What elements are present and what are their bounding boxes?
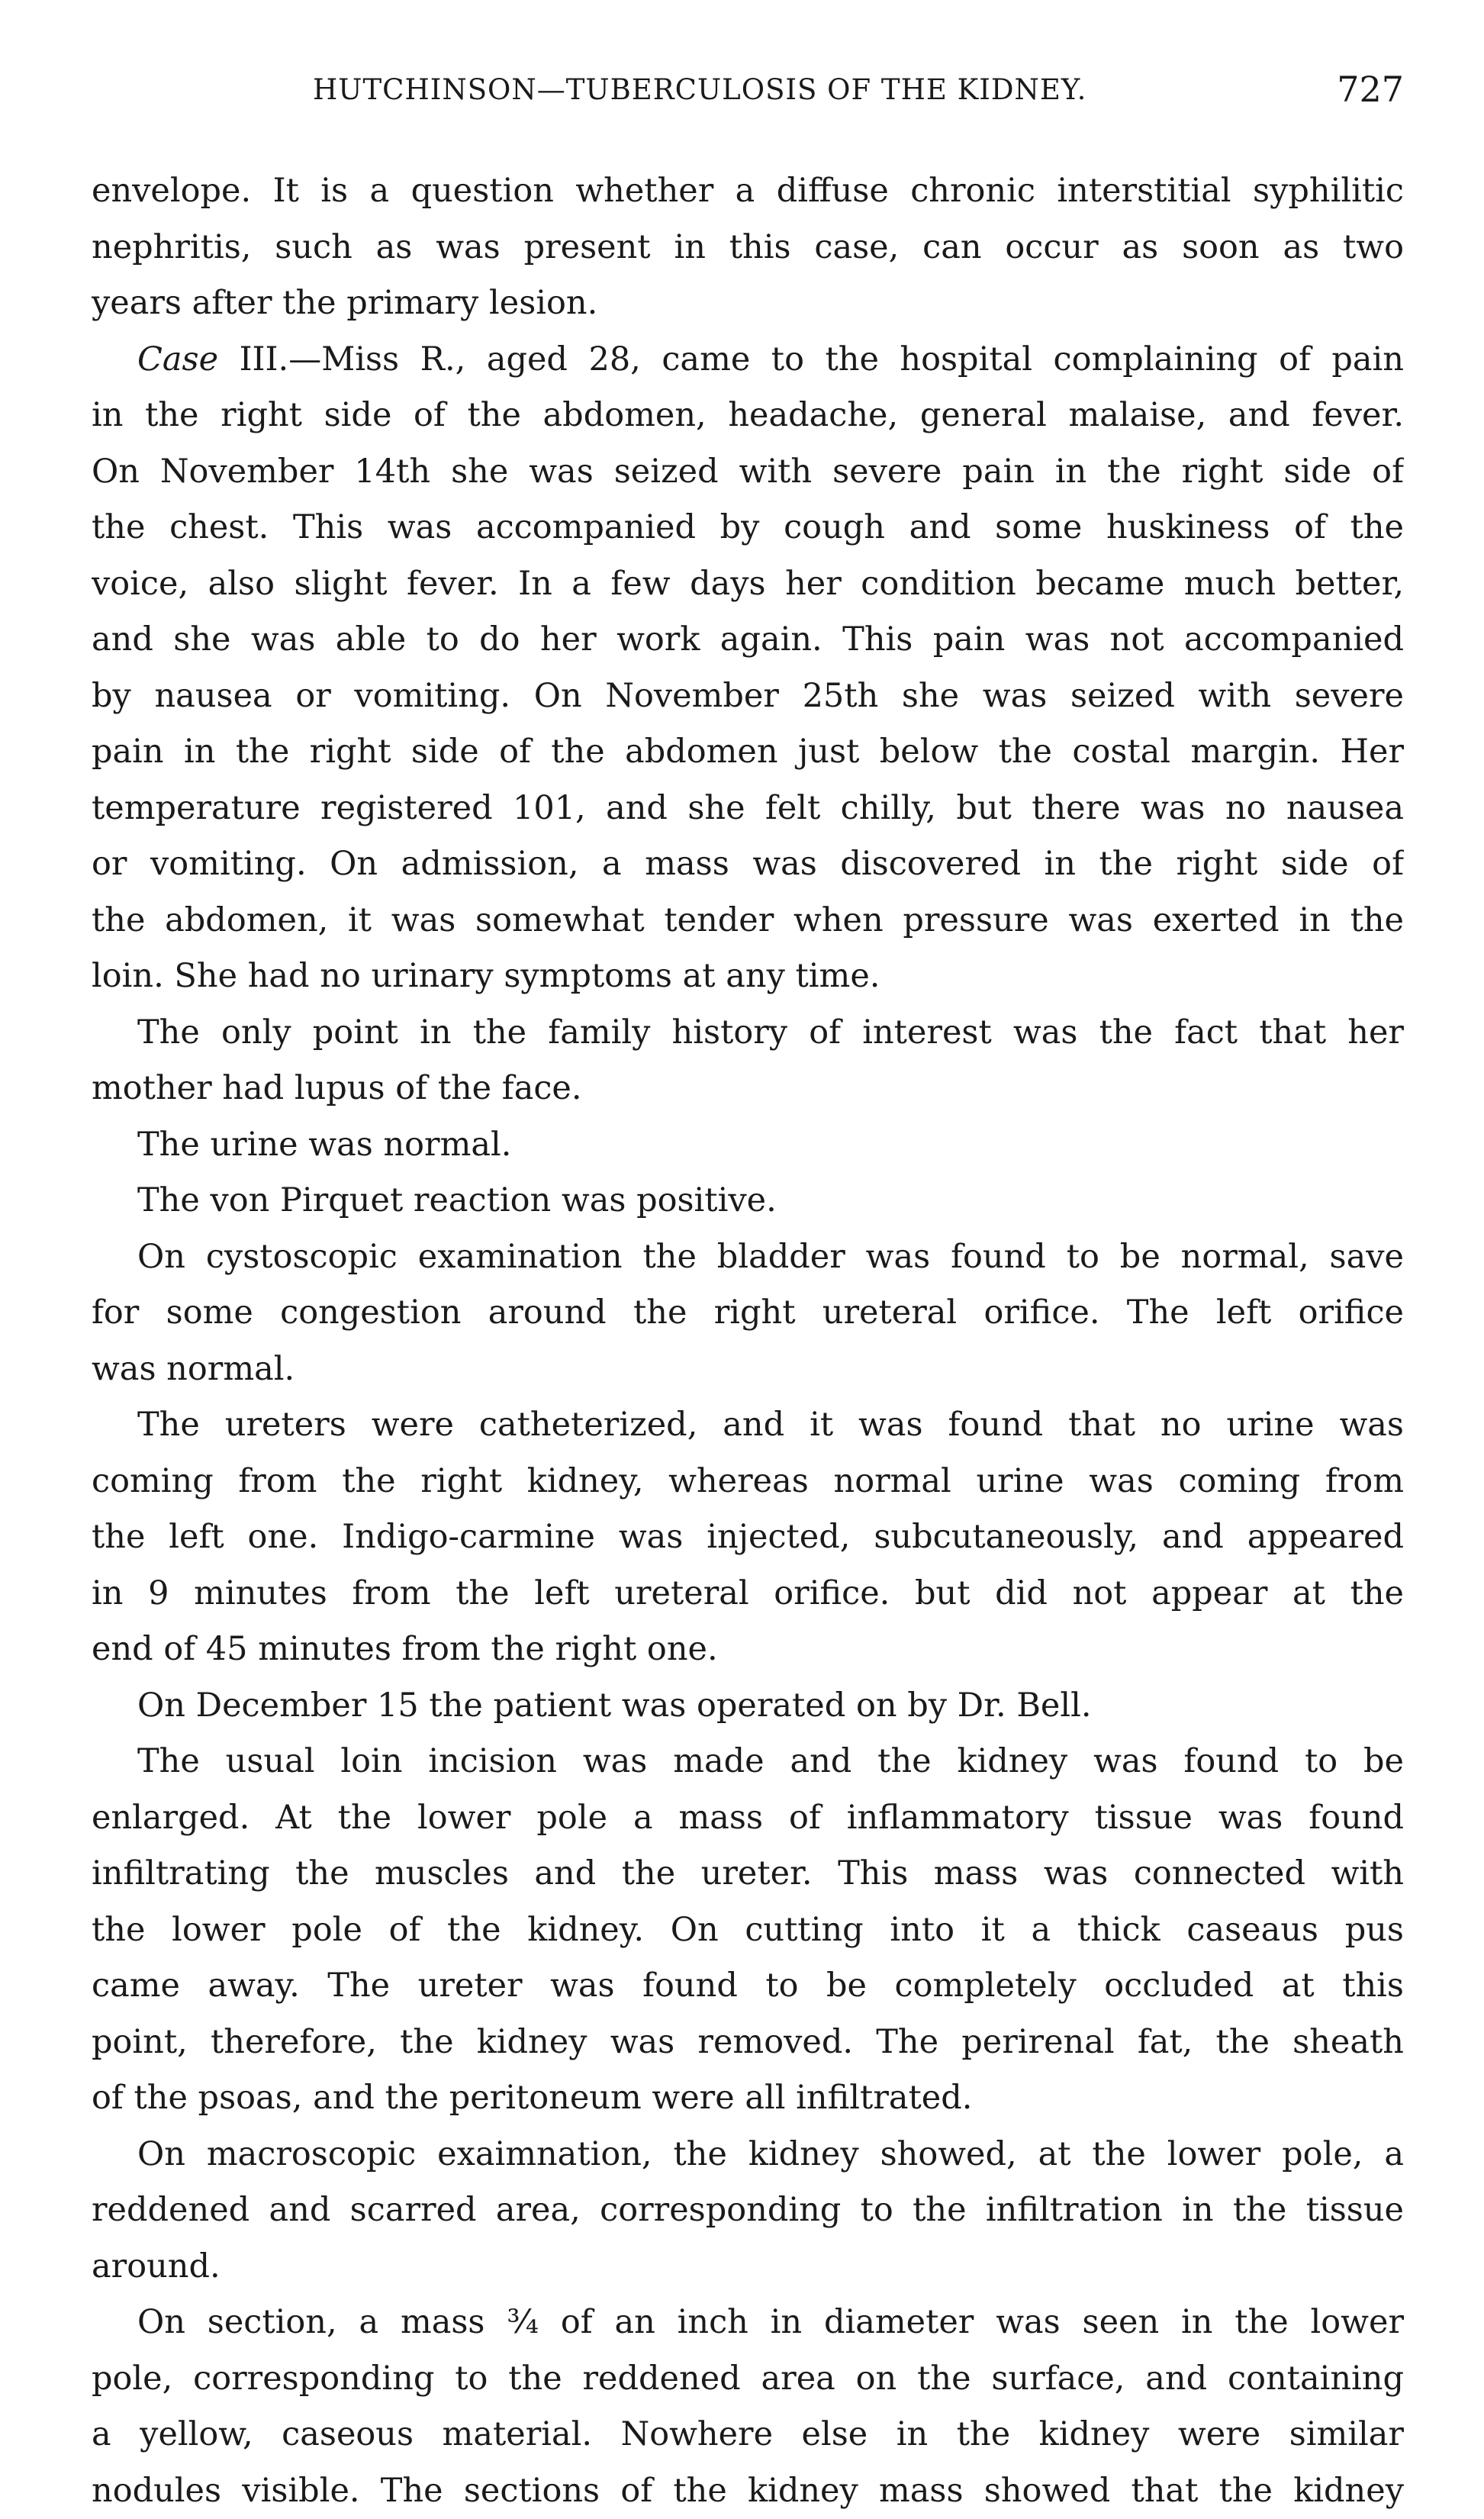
text-line	[92, 724, 1404, 781]
text-line-content: in the right side of the abdomen, headache, general malaise, and fever.	[92, 396, 1404, 434]
body-text	[92, 163, 1404, 2519]
text-line	[92, 893, 1404, 949]
text-line	[92, 1509, 1404, 1566]
text-line	[92, 163, 1404, 220]
text-line	[92, 1342, 1404, 1398]
text-line-content: On cystoscopic examination the bladder was found to be normal, save	[137, 1238, 1404, 1276]
text-line-content: temperature registered 101, and she felt chilly, but there was no nausea	[92, 789, 1404, 827]
page-header	[92, 73, 1404, 119]
text-line-content: years after the primary lesion.	[92, 284, 597, 322]
text-line	[92, 1229, 1404, 1286]
text-line-content: the abdomen, it was somewhat tender when pressure was exerted in the	[92, 901, 1404, 939]
text-line	[92, 1958, 1404, 2015]
text-line	[92, 444, 1404, 501]
text-line	[92, 1902, 1404, 1959]
text-line-content: On section, a mass ¾ of an inch in diameter was seen in the lower	[137, 2303, 1404, 2341]
text-line-content: and she was able to do her work again. This pain was not accompanied	[92, 620, 1404, 659]
running-head: HUTCHINSON—TUBERCULOSIS OF THE KIDNEY.	[313, 73, 1086, 106]
text-line-content: the chest. This was accompanied by cough and some huskiness of the	[92, 508, 1404, 546]
text-line-content: nodules visible. The sections of the kidney mass showed that the kidney	[92, 2472, 1404, 2510]
text-line-content: the lower pole of the kidney. On cutting into it a thick caseaus pus	[92, 1911, 1404, 1949]
text-line-content: infiltrating the muscles and the ureter. This mass was connected with	[92, 1854, 1404, 1892]
text-line	[92, 1678, 1404, 1735]
text-line	[92, 1173, 1404, 1229]
text-line-content: or vomiting. On admission, a mass was discovered in the right side of	[92, 845, 1404, 883]
text-line	[92, 388, 1404, 444]
text-line	[92, 668, 1404, 725]
text-line	[92, 2463, 1404, 2519]
page-number: 727	[1337, 69, 1404, 110]
text-line-content: envelope. It is a question whether a diffuse chronic interstitial syphilitic	[92, 172, 1404, 210]
text-line-content: The von Pirquet reaction was positive.	[137, 1181, 777, 1219]
text-line-content: reddened and scarred area, corresponding to the infiltration in the tissue	[92, 2191, 1404, 2229]
text-line	[92, 1061, 1404, 1117]
text-line-content: coming from the right kidney, whereas normal urine was coming from	[92, 1462, 1404, 1500]
text-line-content: the left one. Indigo-carmine was injected, subcutaneously, and appeared	[92, 1518, 1404, 1556]
text-line-content: for some congestion around the right ureteral orifice. The left orifice	[92, 1293, 1404, 1332]
text-line	[92, 1846, 1404, 1902]
text-line	[92, 1622, 1404, 1678]
text-line	[92, 1566, 1404, 1622]
text-line-content: voice, also slight fever. In a few days her condition became much better,	[92, 565, 1404, 603]
text-line-content: in 9 minutes from the left ureteral orifice. but did not appear at the	[92, 1574, 1404, 1612]
text-line	[92, 1397, 1404, 1454]
text-line-content: loin. She had no urinary symptoms at any time.	[92, 957, 880, 995]
text-line	[92, 836, 1404, 893]
text-line	[92, 2239, 1404, 2295]
text-line	[92, 1285, 1404, 1342]
text-line-content: pole, corresponding to the reddened area on the surface, and containing	[92, 2360, 1404, 2398]
text-line-content: enlarged. At the lower pole a mass of inflammatory tissue was found	[92, 1799, 1404, 1837]
text-line	[92, 2182, 1404, 2239]
text-line-content: point, therefore, the kidney was removed. The perirenal fat, the sheath	[92, 2023, 1404, 2061]
text-line	[92, 2070, 1404, 2127]
text-line	[92, 949, 1404, 1005]
text-line	[92, 1117, 1404, 1174]
text-line-content: nephritis, such as was present in this case, can occur as soon as two	[92, 228, 1404, 266]
text-line-content: by nausea or vomiting. On November 25th she was seized with severe	[92, 677, 1404, 715]
text-line-content: On macroscopic exaimnation, the kidney showed, at the lower pole, a	[137, 2135, 1404, 2173]
text-line-content: a yellow, caseous material. Nowhere else in the kidney were similar	[92, 2415, 1404, 2453]
text-line	[92, 2407, 1404, 2463]
text-line	[92, 275, 1404, 332]
text-line-content: III.—Miss R., aged 28, came to the hospital complaining of pain	[218, 340, 1404, 378]
text-line	[92, 556, 1404, 613]
text-line-content: The usual loin incision was made and the kidney was found to be	[137, 1742, 1404, 1780]
text-line	[92, 612, 1404, 668]
text-line-content: On December 15 the patient was operated on by Dr. Bell.	[137, 1686, 1092, 1725]
text-line-content: mother had lupus of the face.	[92, 1069, 582, 1107]
text-line-content: end of 45 minutes from the right one.	[92, 1630, 718, 1668]
text-line-content: The ureters were catheterized, and it was found that no urine was	[137, 1406, 1404, 1444]
text-line	[92, 781, 1404, 837]
text-line	[92, 332, 1404, 388]
text-line	[92, 2295, 1404, 2351]
text-line-content: The only point in the family history of interest was the fact that her	[137, 1013, 1404, 1052]
text-line	[92, 2127, 1404, 2183]
case-heading: Case	[137, 340, 218, 378]
text-line-content: was normal.	[92, 1350, 295, 1388]
text-line-content: On November 14th she was seized with severe pain in the right side of	[92, 453, 1404, 491]
text-line	[92, 2351, 1404, 2408]
text-line	[92, 2015, 1404, 2071]
text-line	[92, 500, 1404, 556]
text-line-content: pain in the right side of the abdomen just below the costal margin. Her	[92, 733, 1404, 771]
text-line	[92, 220, 1404, 276]
text-line-content: The urine was normal.	[137, 1126, 511, 1164]
text-line-content: came away. The ureter was found to be completely occluded at this	[92, 1967, 1404, 2005]
text-line	[92, 1790, 1404, 1847]
text-line	[92, 1734, 1404, 1790]
text-line	[92, 1005, 1404, 1061]
text-line-content: around.	[92, 2247, 221, 2285]
text-line-content: of the psoas, and the peritoneum were all infiltrated.	[92, 2079, 972, 2117]
text-line	[92, 1454, 1404, 1510]
